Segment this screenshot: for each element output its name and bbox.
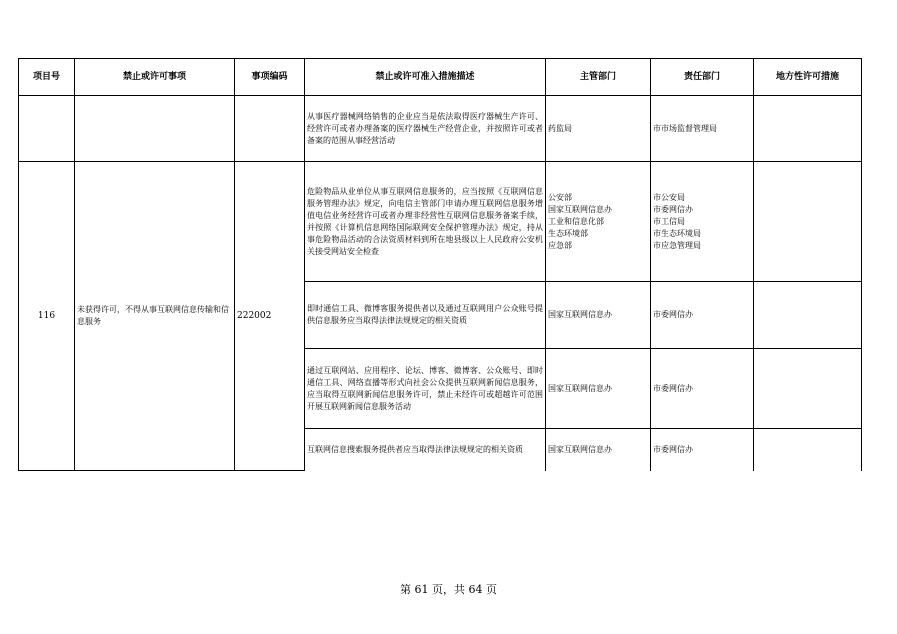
local-measure-cell xyxy=(754,282,862,349)
table-row xyxy=(19,162,862,282)
header-item-number: 项目号 xyxy=(19,59,75,96)
authority-name: 公安部 xyxy=(548,192,572,202)
measure-description: 危险物品从业单位从事互联网信息服务的，应当按照《互联网信息服务管理办法》规定，向电信主管部门申请办理互联网信息服务增值电信业务经营许可或者办理非经营性互联网信息服务备案手续，并按照《计算机信息网络国际联网安全保护管理办法》规定，持从事危险物品活动的合法资质材料到所在地县级以上人民政府公安机关接受网站安全检查 xyxy=(305,162,546,282)
responsible-name: 市应急管理局 xyxy=(653,240,701,250)
responsible-name: 市生态环境局 xyxy=(653,228,701,238)
header-row xyxy=(19,59,862,96)
local-measure-cell xyxy=(754,429,862,471)
item-number: 116 xyxy=(19,162,75,471)
authority-cell xyxy=(546,162,651,282)
measure-description: 从事医疗器械网络销售的企业应当是依法取得医疗器械生产许可、经营许可或者办理备案的医疗器械生产经营企业，并按照许可或者备案的范围从事经营活动 xyxy=(305,96,546,162)
header-responsible: 责任部门 xyxy=(651,59,754,96)
measure-description: 互联网信息搜索服务提供者应当取得法律法规规定的相关资质 xyxy=(305,429,546,471)
header-local-measure: 地方性许可措施 xyxy=(754,59,862,96)
authority-cell: 国家互联网信息办 xyxy=(546,349,651,429)
authority-name: 国家互联网信息办 xyxy=(548,204,612,214)
cell-empty xyxy=(75,96,235,162)
cell-empty xyxy=(235,96,305,162)
responsible-name: 市工信局 xyxy=(653,216,685,226)
local-measure-cell xyxy=(754,349,862,429)
local-measure-cell xyxy=(754,96,862,162)
authority-name: 生态环境部 xyxy=(548,228,588,238)
header-item-name: 禁止或许可事项 xyxy=(75,59,235,96)
responsible-cell xyxy=(651,162,754,282)
header-item-code: 事项编码 xyxy=(235,59,305,96)
authority-cell: 国家互联网信息办 xyxy=(546,282,651,349)
measure-description: 通过互联网站、应用程序、论坛、博客、微博客、公众账号、即时通信工具、网络直播等形式向社会公众提供互联网新闻信息服务，应当取得互联网新闻信息服务许可，禁止未经许可或超越许可范围开展互联网新闻信息服务活动 xyxy=(305,349,546,429)
authority-name: 应急部 xyxy=(548,240,572,250)
authority-name: 工业和信息化部 xyxy=(548,216,604,226)
table-row xyxy=(19,96,862,162)
page-footer: 第 61 页，共 64 页 xyxy=(400,583,497,596)
header-measure-description: 禁止或许可准入措施描述 xyxy=(305,59,546,96)
item-code: 222002 xyxy=(235,162,305,471)
authority-cell: 国家互联网信息办 xyxy=(546,429,651,471)
responsible-cell: 市市场监督管理局 xyxy=(651,96,754,162)
responsible-name: 市公安局 xyxy=(653,192,685,202)
header-authority: 主管部门 xyxy=(546,59,651,96)
regulation-table xyxy=(18,58,862,471)
responsible-cell: 市委网信办 xyxy=(651,282,754,349)
authority-cell: 药监局 xyxy=(546,96,651,162)
responsible-cell: 市委网信办 xyxy=(651,429,754,471)
responsible-name: 市委网信办 xyxy=(653,204,693,214)
responsible-cell: 市委网信办 xyxy=(651,349,754,429)
cell-empty xyxy=(19,96,75,162)
item-name: 未获得许可，不得从事互联网信息传输和信息服务 xyxy=(75,162,235,471)
local-measure-cell xyxy=(754,162,862,282)
measure-description: 即时通信工具、微博客服务提供者以及通过互联网用户公众账号提供信息服务应当取得法律法规规定的相关资质 xyxy=(305,282,546,349)
